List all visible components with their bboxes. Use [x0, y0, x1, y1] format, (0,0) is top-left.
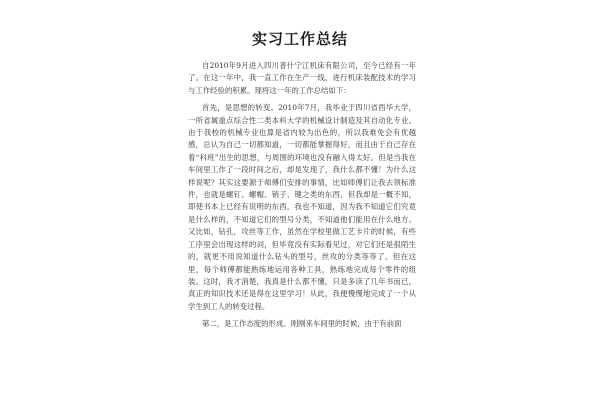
paragraph-second-point: 第二，是工作态度的形成。刚刚来车间里的时候，由于有前面 — [202, 319, 402, 329]
paragraph-intro: 自2010年9月进入四川普什宁江机床有限公司，至今已经有一年了。在这一年中，我一直工作在生产一线，进行机床装配技术的学习与工作经验的积累。现将这一年的工作总结如下： — [188, 61, 416, 95]
document-title: 实习工作总结 — [251, 30, 348, 48]
document-body — [188, 60, 416, 331]
paragraph-first-point: 首先，是思想的转变。2010年7月，我毕业于四川省西华大学，一所省属重点综合性二类本科大学的机械设计制造及其自动化专业。由于我校的机械专业也算是省内较为出色的，所以我难免会有优越感，总认为自己一切都知道，一切都能掌握得好，而且由于自己存在着“科班”出生的思想，与周围的环境也没有融入得太好。但是当我在车间里工作了一段时间之后，却是发现了，我什么都不懂！为什么这样说呢？其实这要源于师傅们安排的事情，比如师傅们让我去领标准件，也就是螺钉、螺帽、销子、键之类的东西，但我却是一概不知，即使书本上已经有说明的东西，我也不知道，因为我不知道它们究竟是什么样的，不知道它们的型号分类，不知道他们能用在什么地方。又比如，钻孔，攻丝等工作，虽然在学校里做工艺卡片的时候，有些工序里会出现这样的词，但毕竟没有实际看见过，对它们还是很陌生的，就更不用说知道什么钻头的型号，丝攻的分类等等了。但在这里，每个师傅都能熟练地运用各种工具，熟练地完成每个零件的组装。这时，我才消楚，我真是什么都不懂，只是多读了几年书而已，真正的知识技术还是得在这里学习！从此，我便慢慢地完成了一个从学生到工人的转变过程。 — [188, 103, 416, 311]
